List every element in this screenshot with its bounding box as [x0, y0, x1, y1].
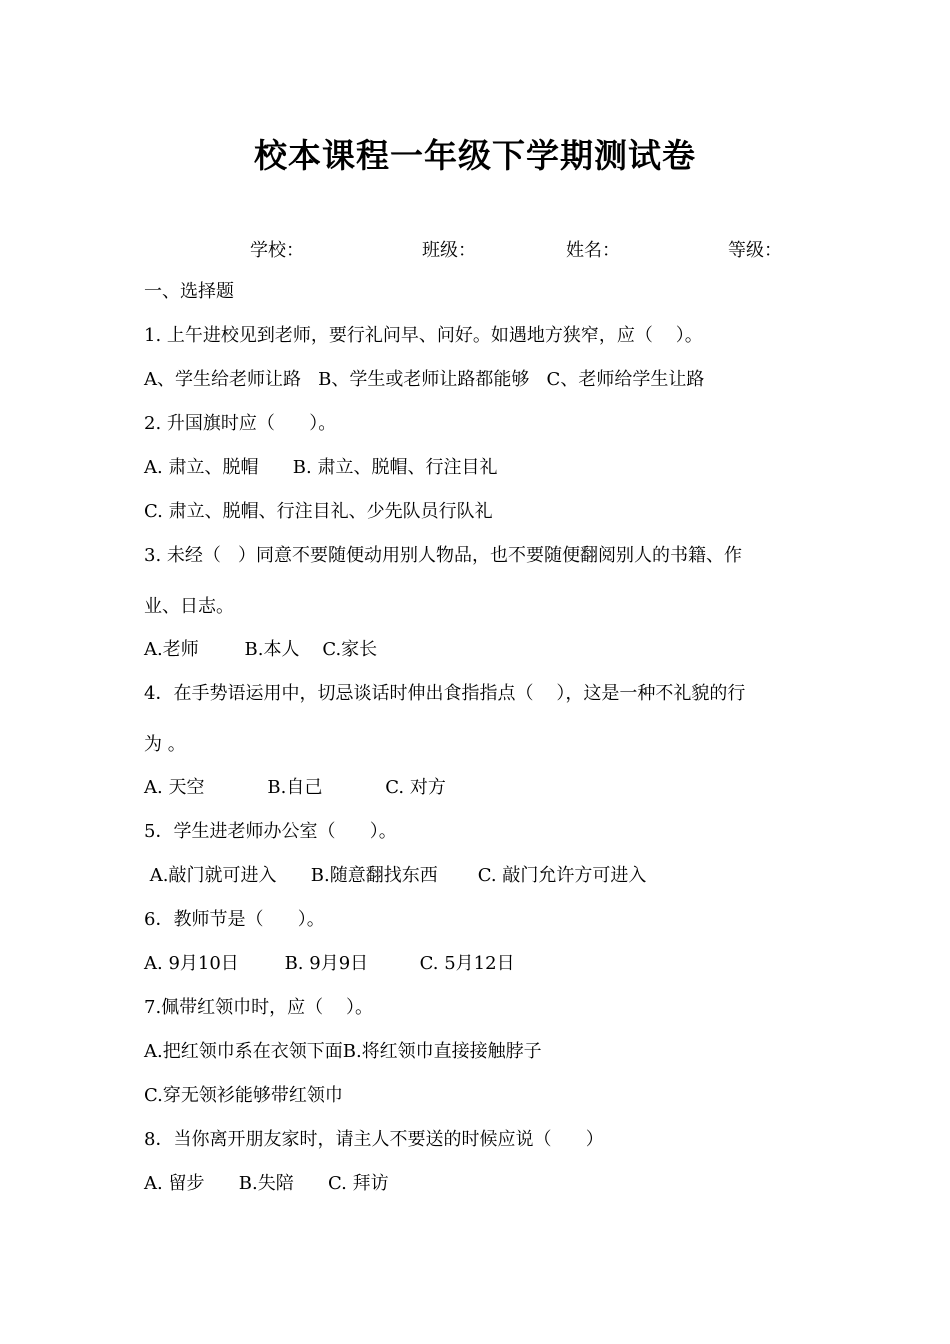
question-8: 8．当你离开朋友家时，请主人不要送的时候应说（ ）	[144, 1129, 604, 1150]
question-1: 1. 上午进校见到老师，要行礼问早、问好。如遇地方狭窄，应（ ）。	[144, 325, 703, 346]
question-7-options-c: C.穿无领衫能够带红领巾	[144, 1085, 343, 1106]
question-8-options: A. 留步 B.失陪 C. 拜访	[144, 1173, 389, 1194]
question-2-options-c: C. 肃立、脱帽、行注目礼、少先队员行队礼	[144, 501, 493, 522]
question-3-continued: 业、日志。	[144, 596, 234, 617]
class-field-label: 班级：	[422, 240, 476, 261]
question-5: 5．学生进老师办公室（ ）。	[144, 821, 397, 842]
name-field-label: 姓名：	[566, 240, 620, 261]
question-3-options: A.老师 B.本人 C.家长	[144, 639, 378, 660]
question-7-options-a-b: A.把红领巾系在衣领下面B.将红领巾直接接触脖子	[144, 1041, 542, 1062]
question-4-continued: 为 。	[144, 734, 186, 755]
page-title: 校本课程一年级下学期测试卷	[254, 136, 696, 175]
question-4: 4．在手势语运用中，切忌谈话时伸出食指指点（ ），这是一种不礼貌的行	[144, 683, 746, 704]
question-6-options: A. 9月10日 B. 9月9日 C. 5月12日	[144, 953, 515, 974]
question-1-options: A、学生给老师让路 B、学生或老师让路都能够 C、老师给学生让路	[144, 369, 705, 390]
grade-field-label: 等级：	[728, 240, 782, 261]
school-field-label: 学校：	[250, 240, 304, 261]
question-2-options-a-b: A. 肃立、脱帽 B. 肃立、脱帽、行注目礼	[144, 457, 498, 478]
question-3: 3. 未经（ ）同意不要随便动用别人物品，也不要随便翻阅别人的书籍、作	[144, 545, 743, 566]
question-4-options: A. 天空 B.自己 C. 对方	[144, 777, 446, 798]
question-6: 6．教师节是（ ）。	[144, 909, 325, 930]
question-5-options: A.敲门就可进入 B.随意翻找东西 C. 敲门允许方可进入	[144, 865, 647, 886]
section-heading: 一、选择题	[144, 281, 234, 302]
question-7: 7.佩带红领巾时，应（ ）。	[144, 997, 374, 1018]
question-2: 2. 升国旗时应（ ）。	[144, 413, 337, 434]
